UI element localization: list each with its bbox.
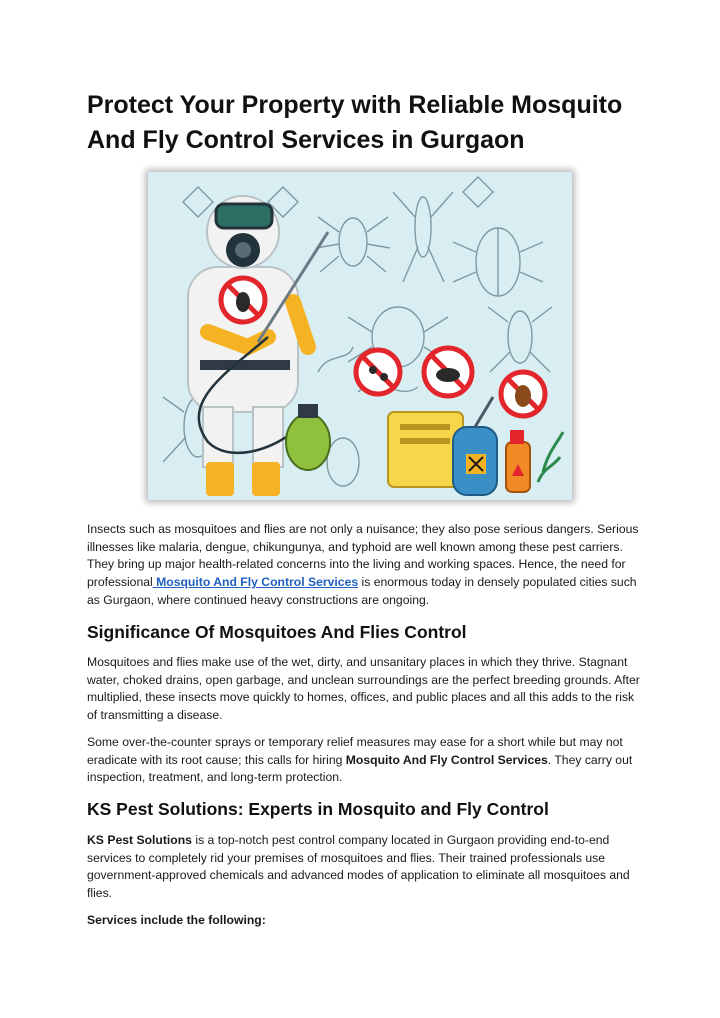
mosquito-fly-control-link[interactable]: Mosquito And Fly Control Services xyxy=(152,575,359,590)
significance-text-b: . They carry out inspection, treatment, and long-term protection. xyxy=(87,752,633,785)
ks-pest-paragraph xyxy=(87,832,647,903)
services-label-text: Services include the following: xyxy=(87,913,266,927)
significance-paragraph-1: Mosquitoes and flies make use of the wet, dirty, and unsanitary places in which they thrive. Stagnant water, choked drains, open garbage, and unclean surroundings are the perfect breeding grounds. After multiplied, these insects move quickly to homes, offices, and public places and all this adds to the risk of transmitting a disease. xyxy=(87,655,640,723)
intro-paragraph xyxy=(87,521,647,610)
section-heading-significance: Significance Of Mosquitoes And Flies Control xyxy=(87,622,467,642)
significance-bold-text: Mosquito And Fly Control Services xyxy=(345,752,548,767)
intro-text-1: Insects such as mosquitoes and flies are not only a nuisance; they also pose serious dangers xyxy=(87,522,591,536)
hero-image xyxy=(148,172,572,500)
pest-control-illustration xyxy=(148,172,572,500)
services-label xyxy=(87,912,647,930)
section-heading-ks-pest: KS Pest Solutions: Experts in Mosquito and Fly Control xyxy=(87,799,549,819)
page-title: Protect Your Property with Reliable Mosquito And Fly Control Services in Gurgaon xyxy=(87,91,623,154)
intro-text-3: is enormous today in densely populated cities such as Gurgaon, where continued heavy constructions are ongoing. xyxy=(87,575,637,607)
intro-text-2: . Serious illnesses like malaria, dengue, chikungunya, and typhoid are well known among these pest carriers. They bring up major health-related concerns into the living and working spaces. Hence, the need for professional xyxy=(87,522,639,590)
company-name: KS Pest Solutions xyxy=(87,833,192,847)
significance-text-a: Some over-the-counter sprays or temporary relief measures may ease for a short while but may not eradicate with its root cause; this calls for hiring xyxy=(87,735,623,767)
ks-pest-text: is a top-notch pest control company located in Gurgaon providing end-to-end services to completely rid your premises of mosquitoes and flies. Their trained professionals use government-approved chemicals and advanced modes of application to eliminate all mosquitoes and flies. xyxy=(87,833,630,901)
significance-paragraph-2 xyxy=(87,734,647,787)
